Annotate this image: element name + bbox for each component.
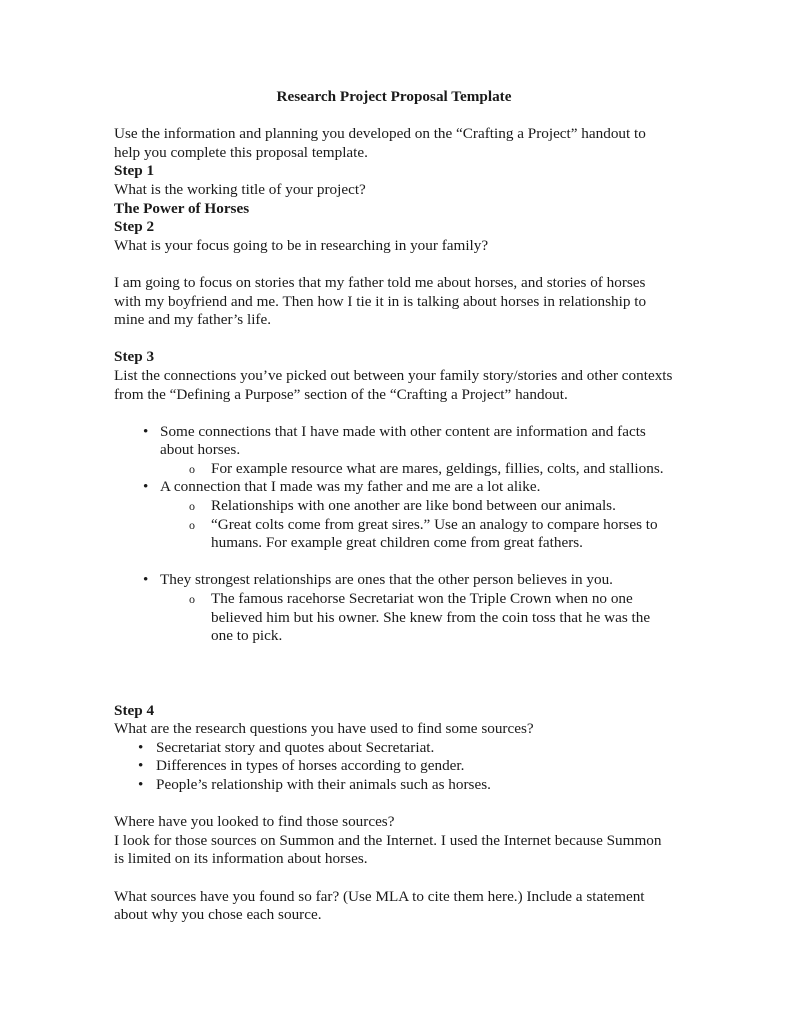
spacer: [114, 404, 674, 423]
step3-prompt: List the connections you’ve picked out between your family story/stories and other contexts from the “Defining a Purpose” section of the “Crafting a Project” handout.: [114, 366, 673, 403]
step4-bullet-list: [114, 739, 674, 795]
step2-answer: I am going to focus on stories that my father told me about horses, and stories of horses with my boyfriend and me. Then how I tie it in is talking about horses in relationship to mine and my father’s life.: [114, 273, 647, 329]
step1-answer: The Power of Horses: [114, 199, 250, 217]
step4-heading: Step 4: [114, 701, 155, 719]
list-item-text: A connection that I made was my father and me are a lot alike.: [160, 478, 541, 496]
circle-bullet-icon: o: [189, 592, 195, 607]
spacer: [114, 664, 674, 683]
page-title: Research Project Proposal Template: [276, 88, 512, 105]
document-body: [114, 88, 674, 925]
spacer: [114, 255, 674, 274]
list-item: [114, 460, 674, 479]
spacer: [114, 553, 674, 572]
step2-heading: Step 2: [114, 218, 155, 236]
list-item-text: “Great colts come from great sires.” Use an analogy to compare horses to humans. For example great children come from great fathers.: [211, 515, 658, 552]
list-item-text: Some connections that I have made with other content are information and facts about horses.: [160, 422, 646, 459]
circle-bullet-icon: o: [189, 499, 195, 514]
list-item: [114, 776, 674, 795]
list-item-text: Differences in types of horses according to gender.: [156, 757, 465, 775]
sources-answer: I look for those sources on Summon and the Internet. I used the Internet because Summon is limited on its information about horses.: [114, 831, 662, 868]
step3-heading: Step 3: [114, 348, 155, 366]
bullet-icon: •: [138, 738, 144, 756]
list-item-text: People’s relationship with their animals such as horses.: [156, 775, 491, 793]
list-item: [114, 757, 674, 776]
step3-bullet-list: [114, 423, 674, 646]
step1-prompt: What is the working title of your project?: [114, 180, 366, 198]
step1-heading: Step 1: [114, 162, 155, 180]
bullet-icon: •: [143, 478, 149, 496]
list-item-text: The famous racehorse Secretariat won the Triple Crown when no one believed him but his owner. She knew from the coin toss that he was the one to pick.: [211, 590, 651, 645]
list-item: [114, 516, 674, 553]
step2-prompt: What is your focus going to be in researching in your family?: [114, 236, 489, 254]
step4-prompt: What are the research questions you have used to find some sources?: [114, 720, 534, 738]
list-item: [114, 497, 674, 516]
bullet-icon: •: [138, 775, 144, 793]
list-item-text: For example resource what are mares, geldings, fillies, colts, and stallions.: [211, 459, 664, 477]
list-item: [114, 571, 674, 590]
spacer: [114, 646, 674, 665]
circle-bullet-icon: o: [189, 517, 195, 532]
spacer: [114, 869, 674, 888]
list-item: [114, 590, 674, 646]
list-item-text: They strongest relationships are ones that the other person believes in you.: [160, 571, 613, 589]
intro-paragraph: Use the information and planning you developed on the “Crafting a Project” handout to help you complete this proposal template.: [114, 125, 646, 161]
circle-bullet-icon: o: [189, 461, 195, 476]
spacer: [114, 795, 674, 814]
list-item: [114, 478, 674, 497]
bullet-icon: •: [143, 571, 149, 589]
bullet-icon: •: [143, 422, 149, 440]
sources-prompt: Where have you looked to find those sources?: [114, 813, 395, 831]
list-item: [114, 423, 674, 460]
bullet-icon: •: [138, 757, 144, 775]
spacer: [114, 683, 674, 702]
list-item-text: Relationships with one another are like bond between our animals.: [211, 497, 616, 515]
list-item: [114, 739, 674, 758]
spacer: [114, 330, 674, 349]
found-sources-prompt: What sources have you found so far? (Use MLA to cite them here.) Include a statement about why you chose each source.: [114, 887, 645, 924]
list-item-text: Secretariat story and quotes about Secretariat.: [156, 738, 435, 756]
